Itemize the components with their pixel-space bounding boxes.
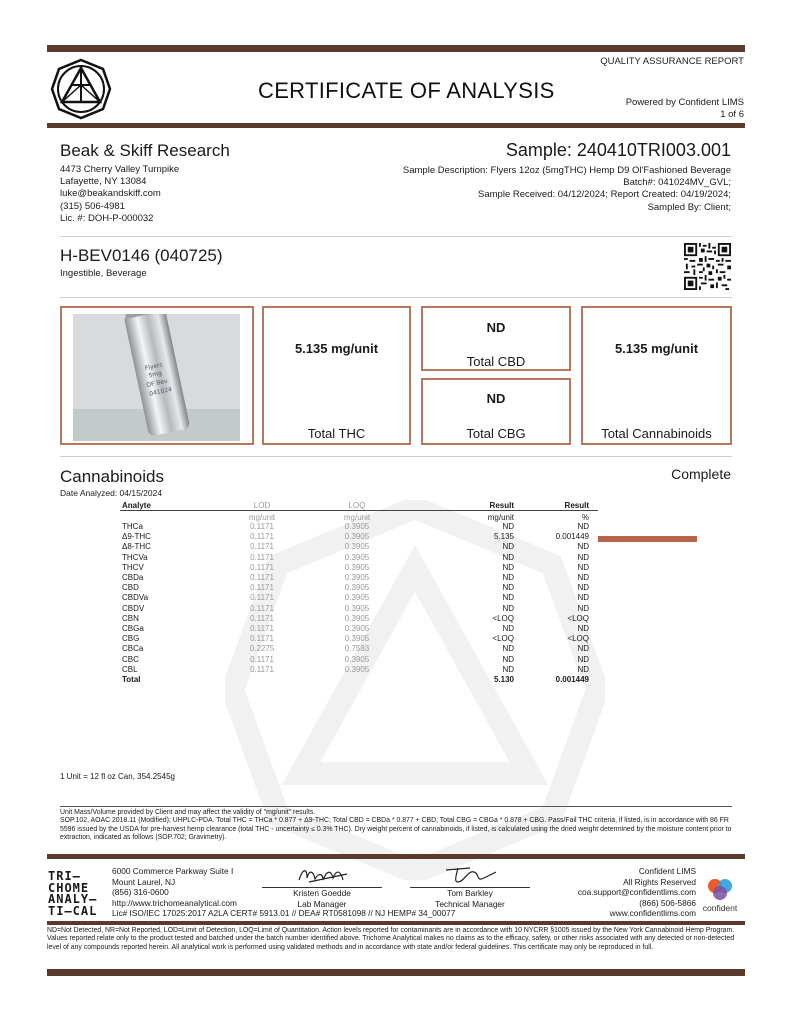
divider <box>60 456 732 457</box>
sample-received: Sample Received: 04/12/2024; Report Created: 04/19/2024; <box>478 189 731 201</box>
table-row <box>0 655 791 665</box>
cell-loq: 0.3905 <box>344 552 370 562</box>
disclaimer-rule <box>60 806 732 807</box>
table-row <box>0 542 791 552</box>
conf-phone: (866) 506-5866 <box>639 897 696 908</box>
cell-analyte: CBDa <box>122 573 144 582</box>
footer-notes: ND=Not Detected, NR=Not Reported, LOD=Limit of Detection, LOQ=Limit of Quantitation. Action levels reported for contaminants are in accordance with 10 NYCRR §1005 issued by the New York Cannabinoid Hemp Program. Values reported relate only to the product tested and batched under the batch number identified above. Trichome Analytical makes no claims as to the efficacy, safety, or other risks associated with any detected or non-detected level of any compounds reported herein. All analytical work is performed using validated methods and in accordance with state and/or federal guidelines. This certificate may only be reproduced in full. <box>47 927 735 951</box>
table-row <box>0 665 791 675</box>
cell-lod: 0.1171 <box>250 583 274 593</box>
unit-loq: mg/unit <box>343 513 371 522</box>
cell-analyte: CBG <box>122 634 140 644</box>
cell-analyte: CBGa <box>122 624 144 633</box>
cell-analyte: CBDVa <box>122 593 149 603</box>
top-bar <box>47 45 745 52</box>
table-row <box>0 563 791 573</box>
product-id: H-BEV0146 (040725) <box>60 246 223 265</box>
cell-result-pct: ND <box>577 542 589 552</box>
unit-result-pct: % <box>581 513 589 522</box>
wordmark-line-4: TI–CAL <box>48 903 98 918</box>
cell-result-pct: 0.001449 <box>555 675 589 684</box>
cell-result-mg: ND <box>502 552 514 562</box>
cell-loq: 0.3905 <box>344 634 370 644</box>
cell-loq: 0.7583 <box>344 644 370 654</box>
conf-email[interactable]: coa.support@confidentlims.com <box>577 887 696 898</box>
trichome-logo-icon <box>50 58 112 120</box>
unit-note: 1 Unit = 12 fl oz Can, 354.2545g <box>60 772 175 781</box>
cell-result-pct: ND <box>577 552 589 562</box>
cell-result-mg: ND <box>502 593 514 603</box>
cell-lod: 0.1171 <box>250 613 274 623</box>
product-type: Ingestible, Beverage <box>60 268 147 279</box>
lab-email[interactable]: luke@beakandskiff.com <box>60 188 161 200</box>
sig2-title: Technical Manager <box>435 898 505 909</box>
method-disclaimer <box>60 809 735 842</box>
header-divider <box>47 123 745 128</box>
page-number: 1 of 6 <box>720 109 744 120</box>
unit-lod: mg/unit <box>248 513 276 522</box>
total-cannabinoids-value: 5.135 mg/unit <box>614 341 699 356</box>
bottom-bar <box>47 969 745 976</box>
cell-lod: 0.1171 <box>250 552 274 562</box>
lab-phone: (315) 506-4981 <box>60 200 125 212</box>
cell-result-mg: ND <box>502 522 514 531</box>
confident-logo-icon <box>705 876 735 902</box>
cell-analyte: CBC <box>122 654 139 664</box>
cell-lod: 0.1171 <box>250 654 274 664</box>
total-cbg-label: Total CBG <box>466 426 526 441</box>
cell-loq: 0.3905 <box>344 522 370 531</box>
table-total-row <box>0 675 791 685</box>
signature-goedde-icon <box>295 864 355 886</box>
cell-analyte: Total <box>122 675 141 684</box>
table-row <box>0 573 791 583</box>
col-loq: LOQ <box>348 501 366 510</box>
cell-result-pct: 0.001449 <box>555 532 589 542</box>
table-row <box>0 522 791 532</box>
sample-info <box>403 165 731 214</box>
cell-analyte: THCa <box>122 522 143 531</box>
page-title: CERTIFICATE OF ANALYSIS <box>258 78 555 103</box>
cell-result-mg: ND <box>502 664 514 674</box>
product-photo <box>73 314 240 441</box>
cell-result-pct: ND <box>577 664 589 674</box>
cell-result-pct: ND <box>577 583 589 593</box>
total-cannabinoids-box <box>581 306 732 445</box>
sig2-name: Tom Barkley <box>447 888 493 898</box>
conf-rights: All Rights Reserved <box>623 876 696 887</box>
cell-result-pct: ND <box>577 644 589 654</box>
cell-lod: 0.1171 <box>250 634 274 644</box>
date-analyzed: Date Analyzed: 04/15/2024 <box>60 488 163 498</box>
cell-analyte: Δ9-THC <box>122 532 151 542</box>
cell-result-pct: ND <box>577 624 589 633</box>
cell-lod: 0.1171 <box>250 624 274 633</box>
cell-result-mg: ND <box>502 624 514 633</box>
table-row <box>0 624 791 634</box>
trichome-website[interactable]: http://www.trichomeanalytical.com <box>112 897 237 908</box>
cell-loq: 0.3905 <box>344 603 370 613</box>
table-row <box>0 593 791 603</box>
total-thc-value: 5.135 mg/unit <box>294 341 379 356</box>
confident-info <box>578 866 696 919</box>
qr-code-icon[interactable] <box>684 243 731 290</box>
cell-result-mg: ND <box>502 573 514 582</box>
total-thc-label: Total THC <box>307 426 366 441</box>
cell-analyte: CBDV <box>122 603 145 613</box>
can-label-line-2: 5mg <box>147 369 163 380</box>
cell-loq: 0.3905 <box>344 664 370 674</box>
trichome-licenses: Lic# ISO/IEC 17025:2017 A2LA CERT# 5913.01 // DEA# RT0581098 // NJ HEMP# 34_00077 <box>112 908 456 919</box>
table-row <box>0 634 791 644</box>
sig1-title: Lab Manager <box>297 898 347 909</box>
lab-license: Lic. #: DOH-P-000032 <box>60 212 154 224</box>
confident-logo-text: confident <box>702 903 738 913</box>
cell-analyte: THCV <box>122 562 144 572</box>
table-row <box>0 614 791 624</box>
powered-by-text: Powered by Confident LIMS <box>625 97 744 108</box>
cell-lod: 0.1171 <box>250 593 274 603</box>
wordmark-line-2: CHOME <box>48 880 90 895</box>
status-complete: Complete <box>671 466 731 482</box>
cell-result-pct: <LOQ <box>567 613 589 623</box>
lab-name: Beak & Skiff Research <box>60 141 230 160</box>
footer-top-bar <box>47 854 745 859</box>
col-result-mg: Result <box>489 501 514 510</box>
unit-result-mg: mg/unit <box>487 513 514 522</box>
lab-address1: 4473 Cherry Valley Turnpike <box>60 164 180 175</box>
d9-thc-bar <box>598 536 697 542</box>
cell-result-pct: ND <box>577 522 589 531</box>
beverage-can-icon <box>73 314 240 441</box>
cell-result-mg: <LOQ <box>492 634 514 644</box>
cell-loq: 0.3905 <box>344 613 370 623</box>
col-result-pct: Result <box>564 501 589 510</box>
cell-loq: 0.3905 <box>344 573 370 582</box>
divider <box>60 236 732 237</box>
cell-loq: 0.3905 <box>344 624 370 633</box>
conf-web[interactable]: www.confidentlims.com <box>609 908 696 919</box>
cell-loq: 0.3905 <box>344 542 370 552</box>
cell-loq: 0.3905 <box>344 593 370 603</box>
signature-barkley-icon <box>440 862 500 886</box>
total-cannabinoids-label: Total Cannabinoids <box>601 426 712 441</box>
cell-result-pct: ND <box>577 562 589 572</box>
total-cbg-value: ND <box>486 391 506 406</box>
total-cbd-value: ND <box>486 320 506 335</box>
can-label-line-3: OF Bev <box>145 377 169 390</box>
disclaimer-line-1: Unit Mass/Volume provided by Client and may affect the validity of "mg/unit" results. <box>60 809 316 816</box>
cell-analyte: CBCa <box>122 644 144 654</box>
cell-result-pct: ND <box>577 593 589 603</box>
cell-analyte: CBN <box>122 613 139 623</box>
cell-lod: 0.1171 <box>250 573 274 582</box>
cell-loq: 0.3905 <box>344 583 370 593</box>
sig1-name: Kristen Goedde <box>293 888 351 898</box>
trichome-address2: Mount Laurel, NJ <box>112 876 176 887</box>
cell-result-mg: ND <box>502 644 514 654</box>
cell-result-mg: ND <box>502 562 514 572</box>
cell-analyte: CBL <box>122 664 138 674</box>
cell-result-mg: ND <box>502 583 514 593</box>
cell-lod: 0.1171 <box>250 562 274 572</box>
sample-batch: Batch#: 041024MV_GVL; <box>623 177 731 189</box>
cell-result-mg: 5.130 <box>493 675 514 684</box>
cell-lod: 0.1171 <box>250 532 274 542</box>
lab-address2: Lafayette, NY 13084 <box>60 176 147 188</box>
cell-result-mg: ND <box>502 542 514 552</box>
cell-analyte: CBD <box>122 583 139 593</box>
cannabinoids-title: Cannabinoids <box>60 467 164 486</box>
sample-id: Sample: 240410TRI003.001 <box>505 140 731 160</box>
cell-result-mg: 5.135 <box>493 532 514 542</box>
qa-label: QUALITY ASSURANCE REPORT <box>600 56 744 67</box>
powered-by <box>626 97 744 121</box>
cell-lod: 0.1171 <box>250 522 274 531</box>
cell-analyte: Δ8-THC <box>122 542 151 552</box>
col-analyte: Analyte <box>122 501 151 510</box>
table-row <box>0 644 791 654</box>
cell-loq: 0.3905 <box>344 562 370 572</box>
total-cbd-label: Total CBD <box>466 354 526 369</box>
can-label-line-1: Flyers <box>144 361 164 373</box>
cell-lod: 0.1171 <box>250 542 274 552</box>
cell-result-pct: ND <box>577 654 589 664</box>
disclaimer-line-2: SOP.102, AOAC 2018.11 (Modified); UHPLC-PDA. Total THC = THCa * 0.877 + Δ9-THC; Total CBD = CBDa * 0.877 + CBD; Total CBG = CBGa * 0.878 + CBG. Pass/Fail THC criteria, if listed, is in accordance with 86 FR 5596 issued by the USDA for pre-harvest hemp clearance (total THC - uncertainty ≤ 0.3% THC). Dry weight percent of cannabinoids, if listed, is calculated using the dried weight determined by the moisture content prior to extraction, indicated as follows (SOP.702; Gravimetry). <box>60 817 732 841</box>
wordmark-line-3: ANALY– <box>48 892 98 906</box>
divider <box>60 297 732 298</box>
can-label-line-4: 041024 <box>148 386 173 398</box>
table-row <box>0 583 791 593</box>
cell-loq: 0.3905 <box>344 532 370 542</box>
cell-result-mg: ND <box>502 654 514 664</box>
cell-result-mg: ND <box>502 603 514 613</box>
cell-loq: 0.3905 <box>344 654 370 664</box>
cell-lod: 0.2275 <box>249 644 275 654</box>
footer-mid-bar <box>47 921 745 925</box>
cell-result-mg: <LOQ <box>492 613 514 623</box>
cell-analyte: THCVa <box>122 552 148 562</box>
trichome-wordmark <box>48 871 97 917</box>
cell-result-pct: <LOQ <box>567 634 589 644</box>
cell-result-pct: ND <box>577 573 589 582</box>
trichome-address1: 6000 Commerce Parkway Suite I <box>112 866 234 876</box>
cell-result-pct: ND <box>577 603 589 613</box>
lab-contact <box>60 164 179 225</box>
total-cbg-box <box>421 378 571 445</box>
cell-lod: 0.1171 <box>250 603 274 613</box>
table-header-rule <box>120 510 598 511</box>
cell-lod: 0.1171 <box>250 664 274 674</box>
conf-name: Confident LIMS <box>638 866 696 876</box>
signature-block-1 <box>262 888 382 909</box>
sample-description: Sample Description: Flyers 12oz (5mgTHC) Hemp D9 Ol'Fashioned Beverage <box>402 165 731 176</box>
trichome-phone: (856) 316-0600 <box>112 887 169 898</box>
table-row <box>0 553 791 563</box>
wordmark-line-1: TRI– <box>48 869 81 883</box>
sample-sampled-by: Sampled By: Client; <box>647 201 731 213</box>
table-row <box>0 604 791 614</box>
total-cbd-box <box>421 306 571 371</box>
total-thc-box <box>262 306 411 445</box>
signature-block-2 <box>410 888 530 909</box>
col-lod: LOD <box>253 501 271 510</box>
